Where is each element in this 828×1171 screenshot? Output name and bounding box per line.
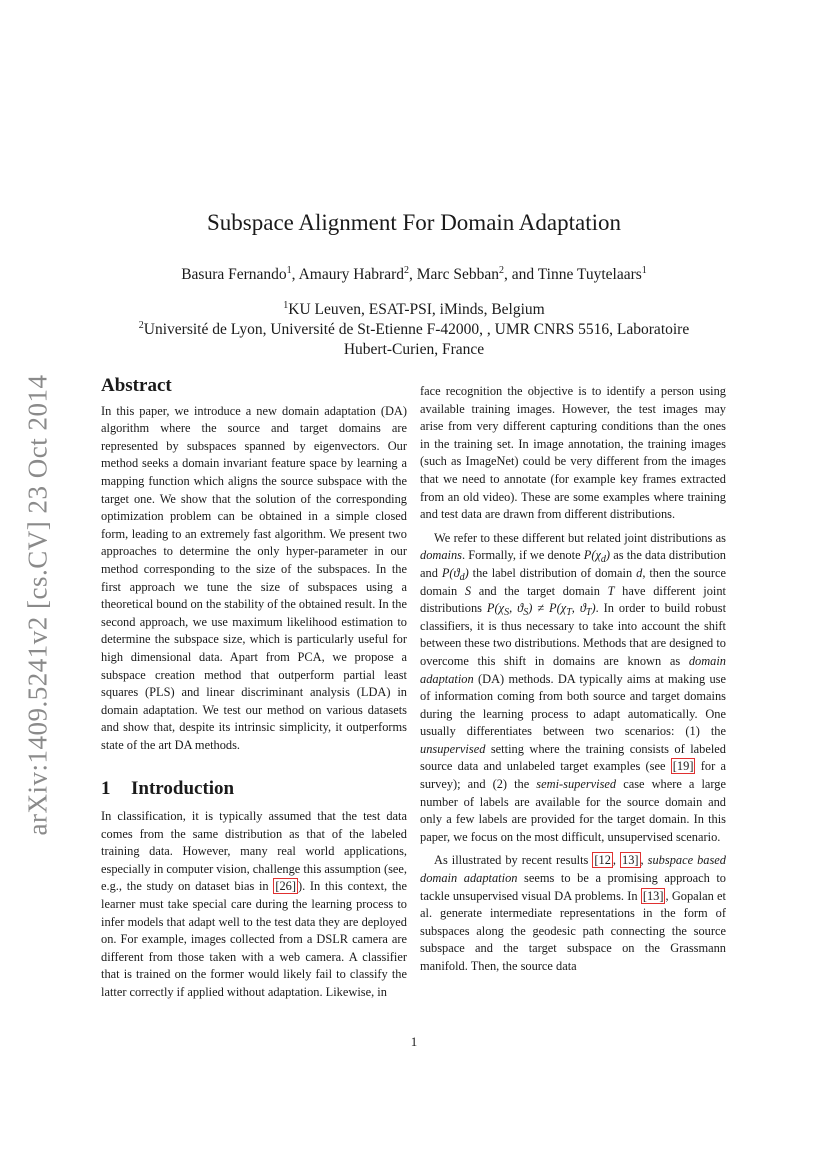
citation-link[interactable]: [13] bbox=[642, 888, 664, 903]
text-run: , bbox=[612, 853, 621, 868]
math: $P(ϑ_d)$ bbox=[441, 565, 469, 583]
author-affiliation-mark: 1 bbox=[641, 265, 647, 276]
text-run: , then the source domain bbox=[420, 565, 726, 598]
text-run: for a survey); and (2) the bbox=[420, 759, 726, 792]
abstract-heading: Abstract bbox=[101, 375, 172, 396]
text-run: and the target domain bbox=[471, 583, 608, 598]
author-list bbox=[0, 266, 828, 284]
section-title: Introduction bbox=[131, 778, 235, 800]
affiliation-text: Université de Lyon, Université de St-Etienne F-42000, , UMR CNRS 5516, Laboratoire bbox=[143, 321, 690, 338]
emphasis: semi-supervised bbox=[536, 777, 617, 792]
citation-link[interactable]: 13] bbox=[622, 853, 639, 868]
author-separator: , and bbox=[503, 266, 538, 283]
affiliation-2 bbox=[0, 320, 828, 360]
author-affiliation-mark: 2 bbox=[498, 265, 504, 276]
section-number: 1 bbox=[101, 778, 111, 800]
affiliation-number: 2 bbox=[138, 320, 144, 331]
author-affiliation-mark: 2 bbox=[404, 265, 410, 276]
text-run: seems to be a promising approach to tackle unsupervised visual DA problems. In bbox=[420, 871, 727, 903]
text-run: the label distribution of domain bbox=[468, 565, 637, 580]
arxiv-sidebar bbox=[10, 370, 66, 840]
intro-paragraph-3 bbox=[420, 852, 726, 975]
math: $P(\chi_d)$ bbox=[583, 548, 611, 566]
citation-link[interactable]: [19] bbox=[672, 759, 694, 774]
emphasis: unsupervised bbox=[420, 741, 486, 756]
affiliation-text-continued: Hubert-Curien, France bbox=[343, 341, 485, 358]
text-run: . In order to build robust classifiers, it is thus necessary to take into account the shift between these two distributions. Methods that are designed to overcome this shift in domains are known as bbox=[420, 601, 727, 668]
author-affiliation-mark: 1 bbox=[286, 265, 292, 276]
author-name: Tinne Tuytelaars bbox=[537, 266, 642, 283]
text-run: (DA) methods. DA typically aims at making use of information coming from both source and target domains during the learning process to adapt automatically. One usually differentiates between two scenarios: (1) the bbox=[420, 671, 726, 739]
affiliation-number: 1 bbox=[283, 300, 289, 311]
author-separator: , bbox=[291, 266, 299, 283]
text-run: as the data distribution and bbox=[420, 548, 727, 580]
left-column bbox=[101, 377, 407, 1002]
abstract-text: In this paper, we introduce a new domain adaptation (DA) algorithm where the source and target domains are represented by subspaces spanned by eigenvectors. Our method seeks a domain invariant feature space by learning a mapping function which aligns the source subspace with the target one. We show that the solution of the corresponding optimization problem can be obtained in a simple closed form, leading to an extremely fast algorithm. We present two approaches to determine the only hyper-parameter in our method corresponding to the size of the subspaces. In the first approach we tune the size of subspaces using a theoretical bound on the stability of the obtained result. In the second approach, we use maximum likelihood estimation to determine the subspace size, which is particularly useful for high dimensional data. Apart from PCA, we propose a subspace creation method that outperform partial least squares (PLS) and linear discriminant analysis (LDA) in domain adaptation. We test our method on various datasets and show that, despite its intrinsic simplicity, it outperforms state of the art DA methods. bbox=[101, 403, 407, 752]
intro-paragraph-1 bbox=[101, 808, 407, 1002]
paper-title: Subspace Alignment For Domain Adaptation bbox=[207, 210, 621, 235]
affiliation-1 bbox=[0, 300, 828, 320]
page-number: 1 bbox=[410, 1034, 418, 1049]
text-run: In classification, it is typically assumed that the test data comes from the same distribution as that of the labeled training data. However, many real world applications, especially in computer vision, challenge this assumption (see, e.g., the study on dataset bias in bbox=[101, 809, 407, 894]
right-column bbox=[420, 383, 726, 976]
text-run: , bbox=[640, 853, 648, 868]
text-run: have different joint distributions bbox=[420, 583, 727, 616]
math: S bbox=[464, 583, 472, 598]
intro-paragraph-2 bbox=[420, 530, 726, 847]
text-run: We refer to these different but related joint distributions as bbox=[434, 530, 726, 545]
introduction-heading bbox=[101, 780, 407, 798]
math: $P(\chi_S$, $ϑ_S) \ne P(\chi_T$, $ϑ_T$) bbox=[486, 601, 596, 619]
text-run: setting where the training consists of labeled source data and unlabeled target examples (see bbox=[420, 741, 726, 774]
author-name: Amaury Habrard bbox=[298, 266, 405, 283]
emphasis: domains bbox=[420, 548, 462, 563]
math: d bbox=[636, 565, 643, 580]
citation-link[interactable]: [26] bbox=[275, 879, 296, 894]
math: T bbox=[607, 583, 615, 598]
author-name: Basura Fernando bbox=[181, 266, 287, 283]
author-name: Marc Sebban bbox=[416, 266, 499, 283]
text-run: , Gopalan et al. generate intermediate representations in the form of subspaces along the geodesic path connecting the source subspace and the target subspace on the Grassmann manifold. Then, the source data bbox=[420, 888, 726, 973]
text-run: ). In this context, the learner must take special care during the learning process to infer models that adapt well to the test data they are deployed on. For example, images collected from a DSLR camera are different from those taken with a web camera. A classifier that is trained on the former would likely fail to classify the latter correctly if applied without adaptation. Likewise, in bbox=[101, 879, 407, 999]
text-run: . Formally, if we denote bbox=[462, 548, 584, 563]
emphasis: domain adaptation bbox=[420, 653, 726, 686]
emphasis: subspace based domain adaptation bbox=[420, 853, 726, 886]
text-run: case where a large number of labels are available for the source domain and only a few labels are provided for the target domain. In this paper, we focus on the most difficult, unsupervised scenario. bbox=[420, 777, 726, 844]
citation-link[interactable]: [12 bbox=[594, 853, 611, 868]
text-run: As illustrated by recent results bbox=[434, 853, 593, 868]
intro-paragraph-1-continued: face recognition the objective is to identify a person using available training images. However, the test images may arise from very different capturing conditions than the ones in the training set. In image annotation, the training images (such as ImageNet) could be very different from the images that we need to annotate (for example key frames extracted from an old video). These are some examples where training and test data are drawn from different distributions. bbox=[420, 384, 726, 522]
author-separator: , bbox=[409, 266, 417, 283]
affiliation-text: KU Leuven, ESAT-PSI, iMinds, Belgium bbox=[288, 301, 545, 318]
arxiv-identifier: arXiv:1409.5241v2 [cs.CV] 23 Oct 2014 bbox=[22, 374, 53, 836]
